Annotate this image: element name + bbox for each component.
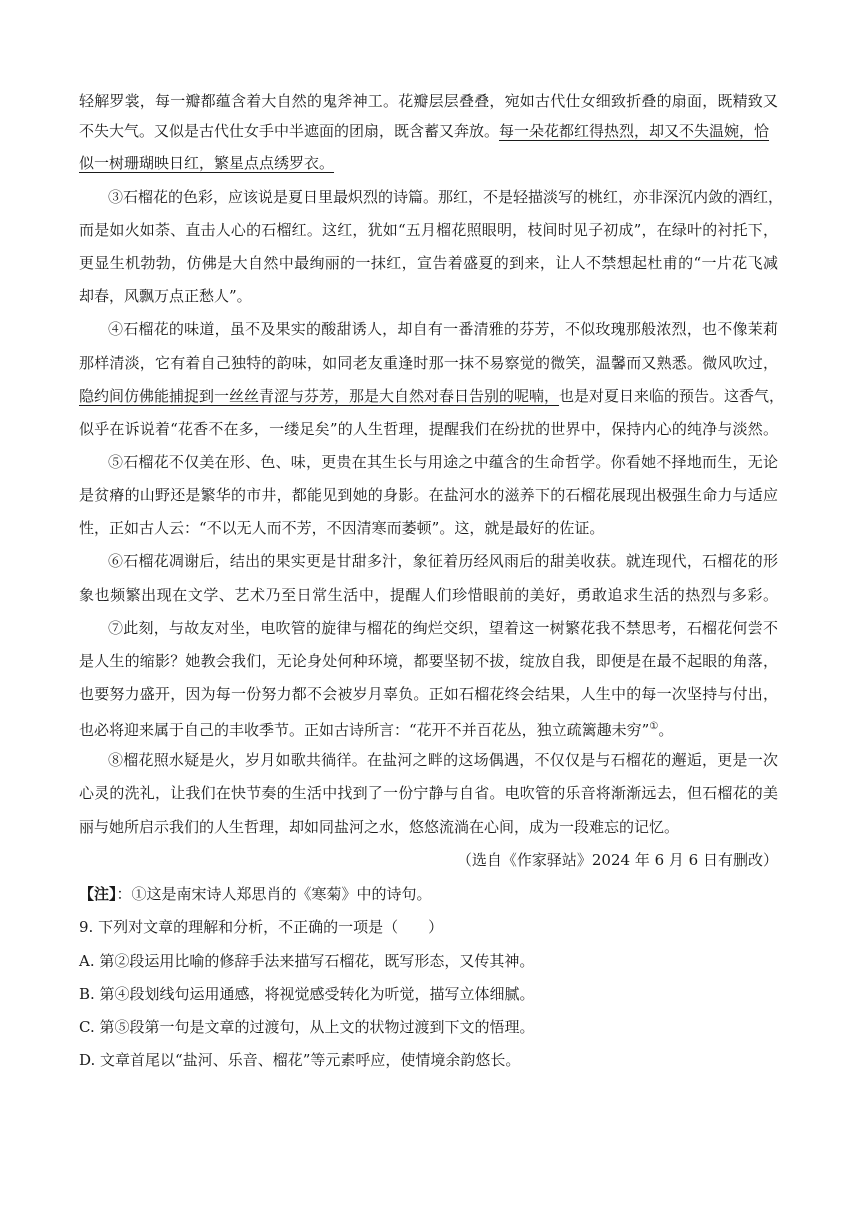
text-line xyxy=(79,153,779,173)
text-line: 心灵的洗礼，让我们在快节奏的生活中找到了一份宁静与自省。电吹管的乐音将渐渐远去，但石榴花的美 xyxy=(79,784,778,802)
text-line: 象也频繁出现在文学、艺术乃至日常生活中，提醒人们珍惜眼前的美好，勇敢追求生活的热烈与多彩。 xyxy=(79,586,778,604)
text-segment: 也必将迎来属于自己的丰收季节。正如古诗所言：“花开不并百花丛，独立疏篱趣未穷” xyxy=(79,721,650,739)
source-citation: （选自《作家驿站》2024 年 6 月 6 日有删改） xyxy=(456,851,778,869)
text-line: ⑧榴花照水疑是火，岁月如歌共徜徉。在盐河之畔的这场偶遇，不仅仅是与石榴花的邂逅，更是一次 xyxy=(108,751,778,769)
text-line: ③石榴花的色彩，应该说是夏日里最炽烈的诗篇。那红，不是轻描淡写的桃红，亦非深沉内敛的酒红， xyxy=(108,188,784,206)
text-line: 而是如火如荼、直击人心的石榴红。这红，犹如“五月榴花照眼明，枝间时见子初成”，在绿叶的衬托下， xyxy=(79,221,778,239)
text-line: 是贫瘠的山野还是繁华的市井，都能见到她的身影。在盐河水的滋养下的石榴花展现出极强生命力与适应 xyxy=(79,486,778,504)
note-text: ：①这是南宋诗人郑思肖的《寒菊》中的诗句。 xyxy=(116,885,432,903)
text-line: ⑦此刻，与故友对坐，电吹管的旋律与榴花的绚烂交织，望着这一树繁花我不禁思考，石榴花何尝不 xyxy=(108,619,778,637)
footnote xyxy=(79,884,779,904)
text-line: ④石榴花的味道，虽不及果实的酸甜诱人，却自有一番清雅的芬芳，不似玫瑰那般浓烈，也不像茉莉 xyxy=(108,320,778,338)
text-line: 却春，风飘万点正愁人”。 xyxy=(79,287,252,305)
text-line: ⑤石榴花不仅美在形、色、味，更贵在其生长与用途之中蕴含的生命哲学。你看她不择地而生，无论 xyxy=(108,453,778,471)
option-d: D. 文章首尾以“盐河、乐音、榴花”等元素呼应，使情境余韵悠长。 xyxy=(79,1051,521,1069)
text-line: 似乎在诉说着“花香不在多，一缕足矣”的人生哲理，提醒我们在纷扰的世界中，保持内心的纯净与淡然。 xyxy=(79,420,778,438)
text-segment: 。 xyxy=(658,721,674,739)
underlined-sentence: 每一朵花都红得热烈，却又不失温婉，恰 xyxy=(499,122,770,140)
text-line: 那样清淡，它有着自己独特的韵味，如同老友重逢时那一抹不易察觉的微笑，温馨而又熟悉。微风吹过， xyxy=(79,354,778,372)
text-line: ⑥石榴花凋谢后，结出的果实更是甘甜多汁，象征着历经风雨后的甜美收获。就连现代，石榴花的形 xyxy=(108,552,778,570)
option-a: A. 第②段运用比喻的修辞手法来描写石榴花，既写形态，又传其神。 xyxy=(79,952,535,970)
text-line xyxy=(79,121,779,141)
text-line: 丽与她所启示我们的人生哲理，却如同盐河之水，悠悠流淌在心间，成为一段难忘的记忆。 xyxy=(79,818,680,836)
text-line: 也要努力盛开，因为每一份努力都不会被岁月辜负。正如石榴花终会结果，人生中的每一次坚持与付出， xyxy=(79,685,778,703)
note-label: 【注】 xyxy=(79,885,117,903)
underlined-sentence: 似一树珊瑚映日红，繁星点点绣罗衣。 xyxy=(79,154,335,172)
text-line: 更显生机勃勃，仿佛是大自然中最绚丽的一抹红，宣告着盛夏的到来，让人不禁想起杜甫的“一片花飞减 xyxy=(79,254,778,272)
text-segment: 也是对夏日来临的预告。这香气， xyxy=(559,387,785,405)
text-segment: 不失大气。又似是古代仕女手中半遮面的团扇，既含蓄又奔放。 xyxy=(79,122,500,140)
text-line xyxy=(79,717,779,740)
option-b: B. 第④段划线句运用通感，将视觉感受转化为听觉，描写立体细腻。 xyxy=(79,985,535,1003)
text-line: 是人生的缩影？她教会我们，无论身处何种环境，都要坚韧不拔，绽放自我，即便是在最不起眼的角落， xyxy=(79,652,778,670)
question-stem: 9. 下列对文章的理解和分析，不正确的一项是（ ） xyxy=(79,918,444,936)
text-line: 轻解罗裳，每一瓣都蕴含着大自然的鬼斧神工。花瓣层层叠叠，宛如古代仕女细致折叠的扇面，既精致又 xyxy=(79,92,778,110)
footnote-marker: ① xyxy=(649,721,659,732)
text-line xyxy=(79,386,785,406)
option-c: C. 第⑤段第一句是文章的过渡句，从上文的状物过渡到下文的悟理。 xyxy=(79,1018,535,1036)
text-line: 性，正如古人云：“不以无人而不芳，不因清寒而萎顿”。这，就是最好的佐证。 xyxy=(79,519,605,537)
underlined-sentence: 隐约间仿佛能捕捉到一丝丝青涩与芬芳，那是大自然对春日告别的呢喃， xyxy=(79,387,560,405)
